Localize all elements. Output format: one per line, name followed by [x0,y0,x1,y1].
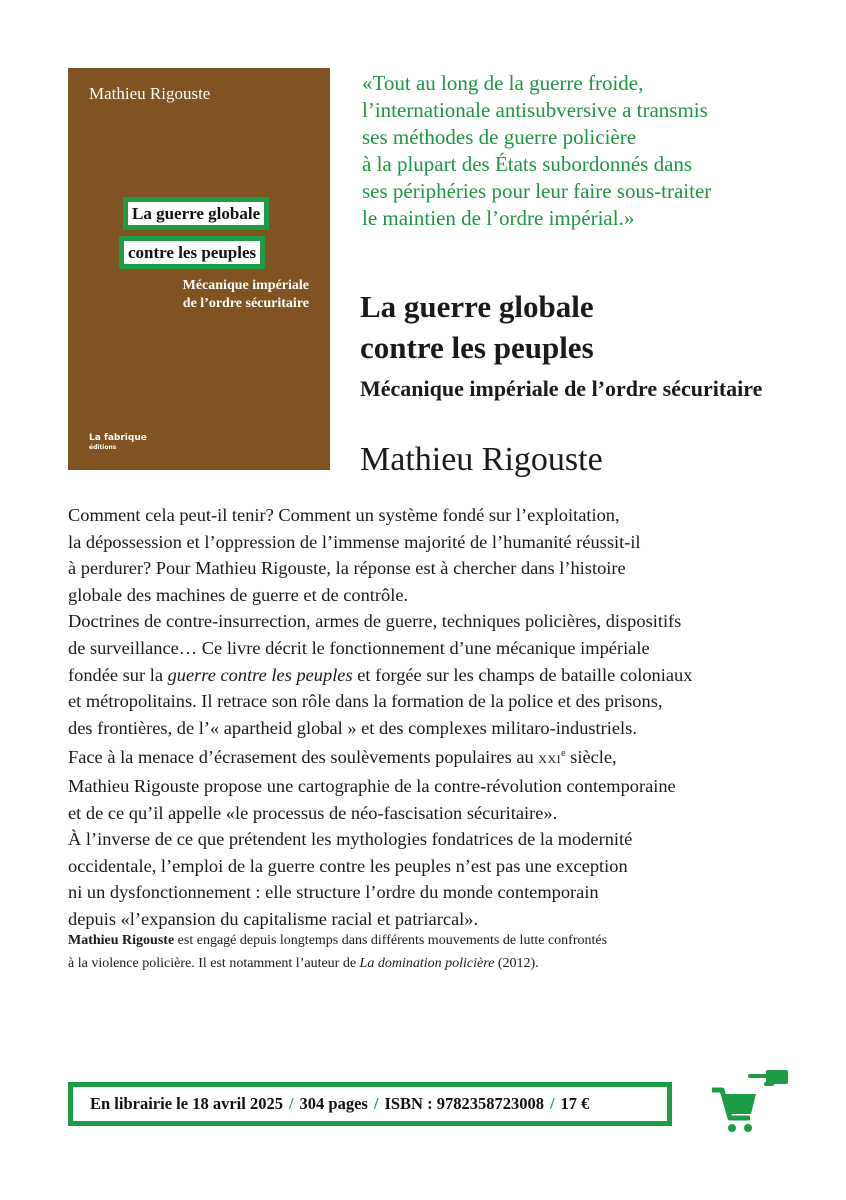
quote-line: ses périphéries pour leur faire sous-traiter [362,179,712,203]
body-line: Doctrines de contre-insurrection, armes de guerre, techniques policières, dispositifs [68,611,682,632]
pull-quote [362,70,802,232]
body-line-mixed [68,662,788,689]
book-author: Mathieu Rigouste [360,441,603,478]
century-numeral: XXI [538,752,562,767]
book-subtitle: Mécanique impériale de l’ordre sécuritaire [360,376,763,401]
publisher-sub: éditions [89,444,117,451]
body-line: globale des machines de guerre et de contrôle. [68,584,409,605]
body-line: de surveillance… Ce livre décrit le fonctionnement d’une mécanique impériale [68,637,650,658]
bio-line-1 [68,929,808,952]
ordinal-sup: e [561,748,566,760]
body-text: fondée sur la [68,664,168,685]
title-line-1: La guerre globale [360,289,594,324]
body-line: occidentale, l’emploi de la guerre contre les peuples n’est pas une exception [68,855,628,876]
quote-line: ses méthodes de guerre policière [362,125,637,149]
bio-line-2 [68,952,808,975]
quote-line: le maintien de l’ordre impérial.» [362,206,635,230]
cover-author: Mathieu Rigouste [89,84,211,103]
body-text: et forgée sur les champs de bataille coloniaux [352,664,693,685]
separator: / [288,1094,294,1113]
bio-text: (2012). [494,956,539,971]
body-line: à perdurer? Pour Mathieu Rigouste, la réponse est à chercher dans l’histoire [68,558,626,579]
body-line: À l’inverse de ce que prétendent les mythologies fondatrices de la modernité [68,829,633,850]
quote-line: l’internationale antisubversive a transmis [362,98,708,122]
author-bio [68,929,808,975]
body-line: depuis «l’expansion du capitalisme racial et patriarcal». [68,909,479,930]
bio-text: à la violence policière. Il est notamment l’auteur de [68,956,360,971]
quote-line: «Tout au long de la guerre froide, [362,71,644,95]
bio-text: est engagé depuis longtemps dans différents mouvements de lutte confrontés [174,933,608,948]
shopping-cart-icon[interactable] [708,1066,792,1136]
cover-subtitle-line-1: Mécanique impériale [182,278,309,293]
page-count: 304 pages [299,1094,368,1113]
cover-title-line-2: contre les peuples [119,236,265,269]
body-italic-phrase: guerre contre les peuples [167,664,353,685]
quote-line: à la plupart des États subordonnés dans [362,152,693,176]
body-line: Mathieu Rigouste propose une cartographie de la contre-révolution contemporaine [68,776,676,797]
body-line: la dépossession et l’oppression de l’immense majorité de l’humanité réussit-il [68,531,641,552]
body-line-mixed [68,741,788,773]
cover-subtitle-line-2: de l’ordre sécuritaire [182,296,309,311]
cover-title-line-1: La guerre globale [123,197,269,230]
price: 17 € [560,1094,590,1113]
book-cover [68,68,330,470]
body-text: siècle, [565,747,617,768]
body-line: et de ce qu’il appelle «le processus de néo-fascisation sécuritaire». [68,802,558,823]
release-info-banner [68,1082,672,1126]
separator: / [549,1094,555,1113]
body-line: des frontières, de l’« apartheid global » et des complexes militaro-industriels. [68,717,637,738]
description-text [68,502,788,933]
body-text: Face à la menace d’écrasement des soulèvements populaires au [68,747,539,768]
pointing-hand-icon [748,1070,788,1086]
separator: / [373,1094,379,1113]
book-title [360,286,594,368]
body-line: ni un dysfonctionnement : elle structure l’ordre du monde contemporain [68,882,599,903]
body-line: et métropolitains. Il retrace son rôle dans la formation de la police et des prisons, [68,691,663,712]
isbn: ISBN : 9782358723008 [384,1094,544,1113]
body-line: Comment cela peut-il tenir? Comment un système fondé sur l’exploitation, [68,505,620,525]
title-line-2: contre les peuples [360,330,594,365]
bio-author-name: Mathieu Rigouste [68,933,175,948]
bio-book-title: La domination policière [359,956,495,971]
publisher-name: La fabrique [89,433,147,443]
cover-subtitle [89,277,309,313]
release-date: En librairie le 18 avril 2025 [90,1094,283,1113]
publisher-logo [89,433,147,453]
